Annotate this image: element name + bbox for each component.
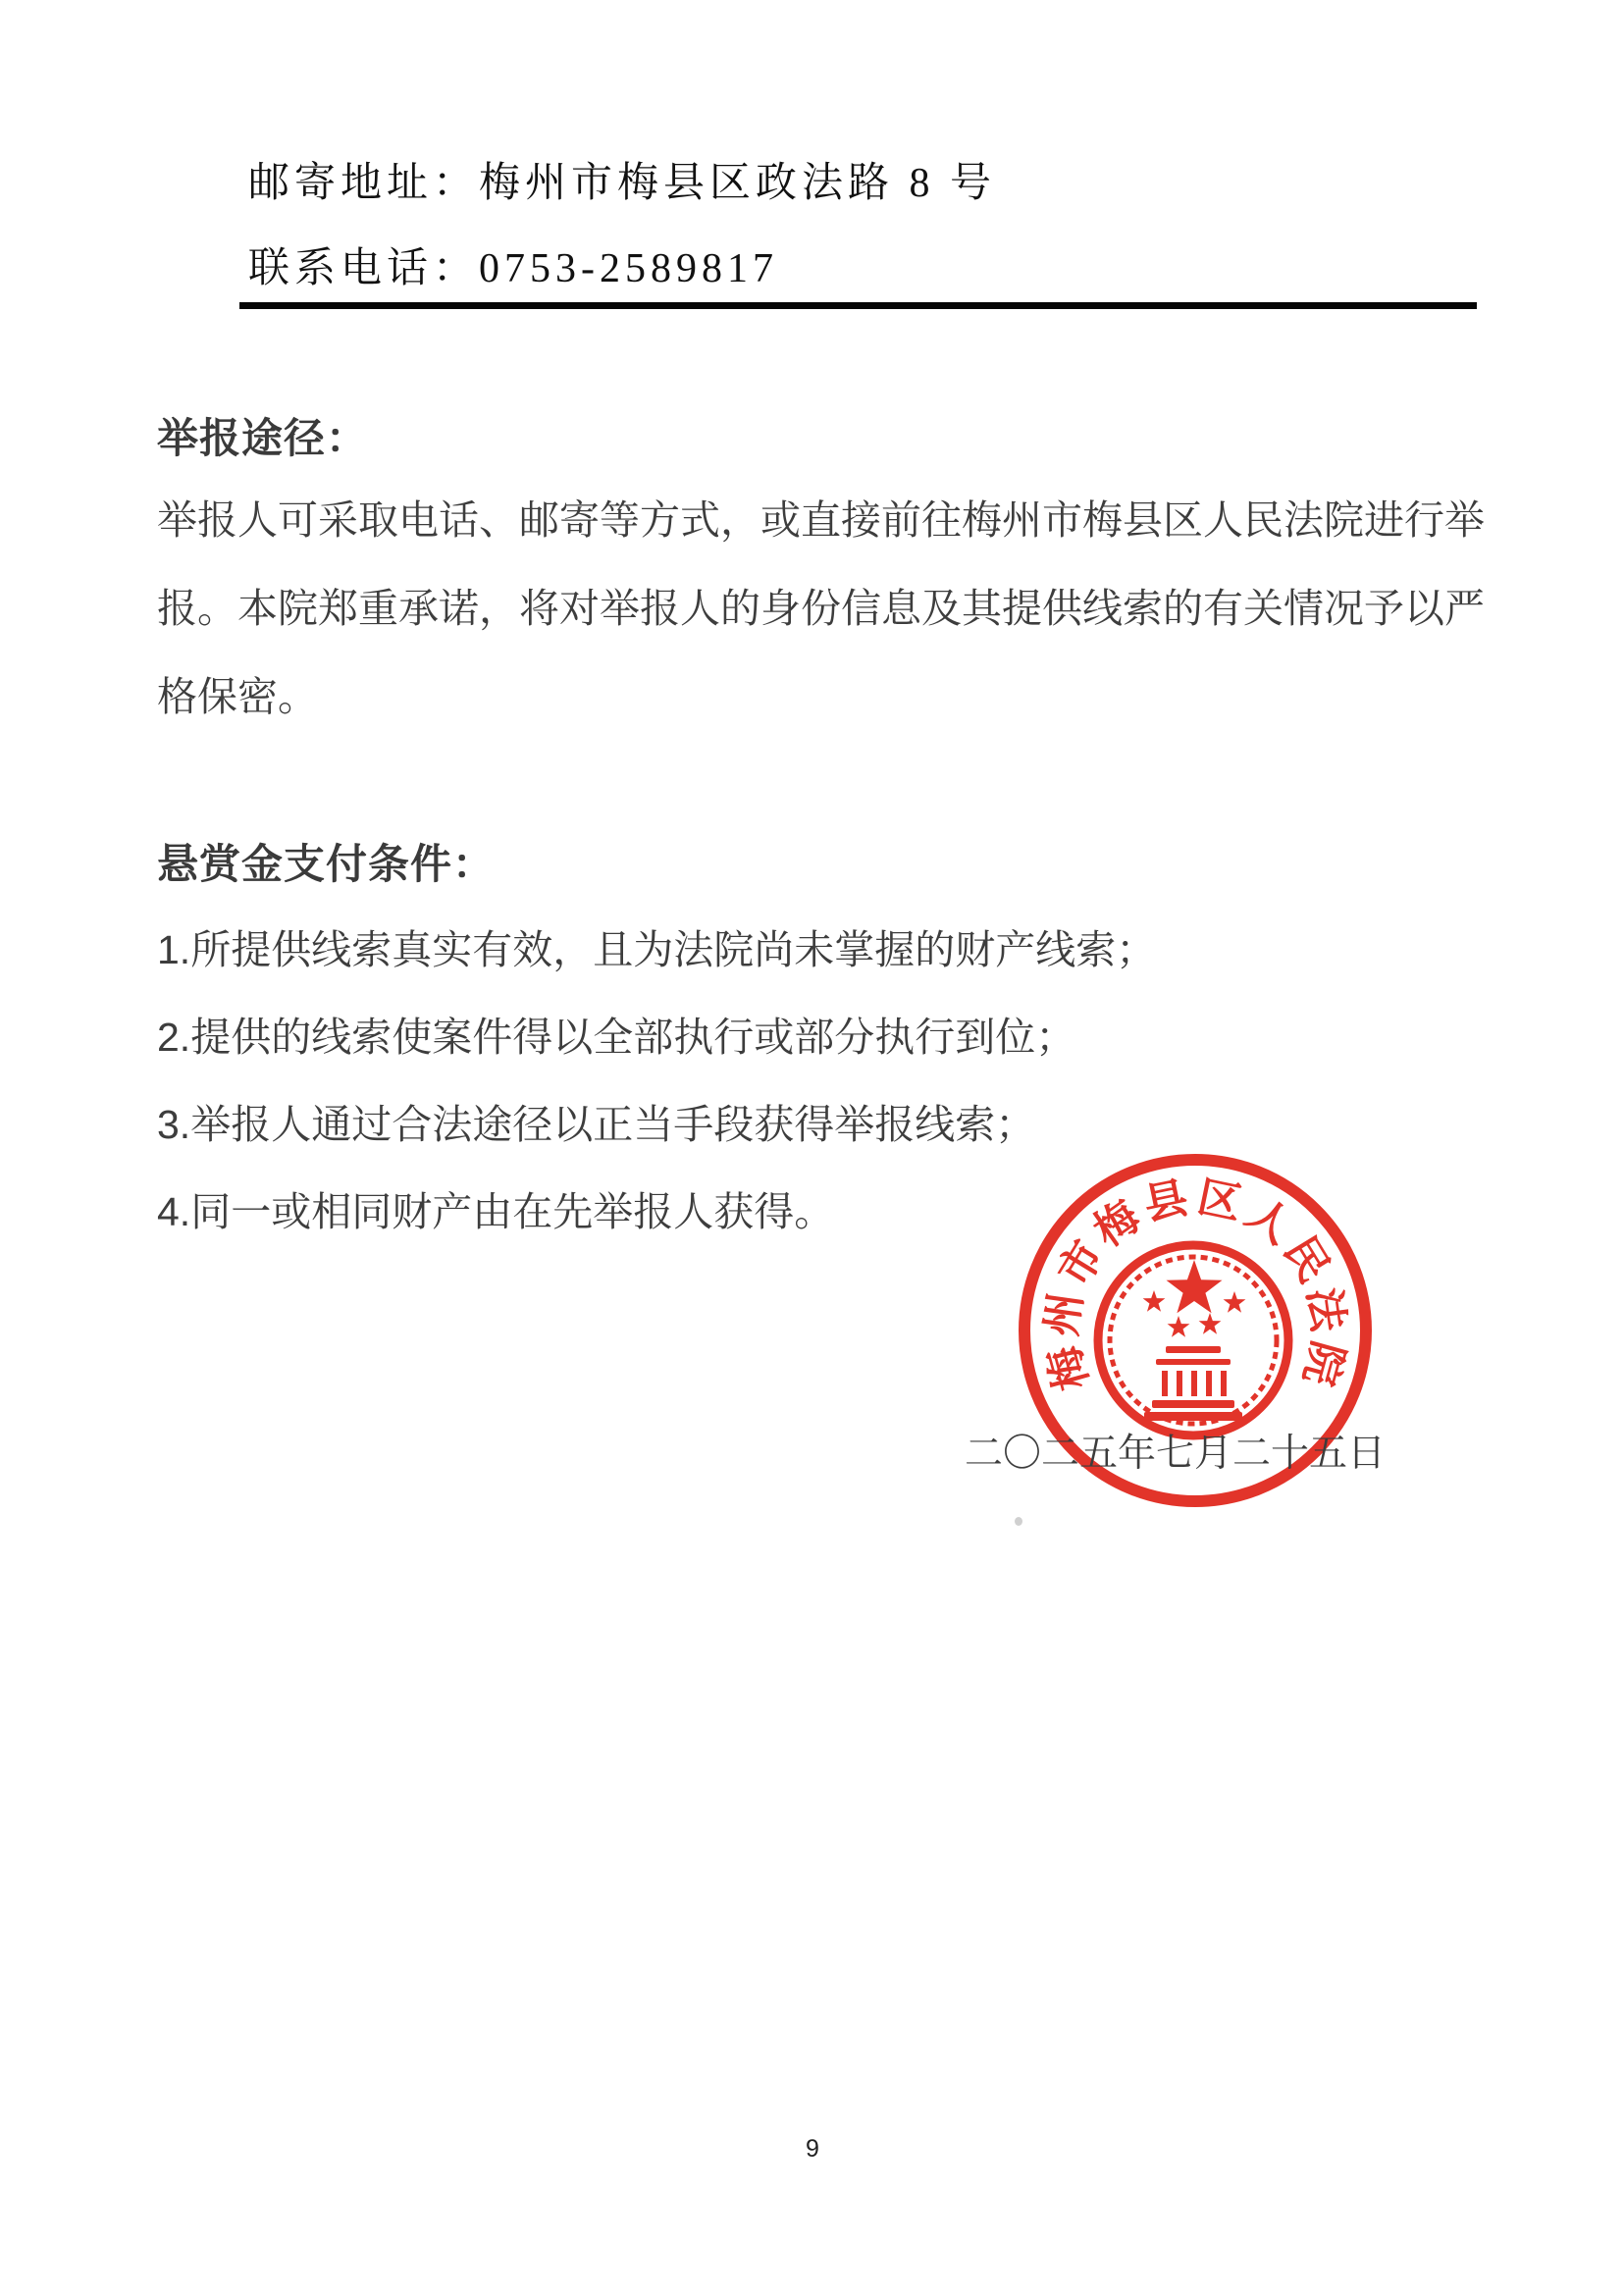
reward-conditions-heading: 悬赏金支付条件：: [157, 841, 496, 887]
condition-item: 2.提供的线索使案件得以全部执行或部分执行到位；: [157, 1015, 1076, 1060]
document-date: 二〇二五年七月二十五日: [965, 1433, 1387, 1475]
contact-phone-line: 联系电话：0753-2589817: [248, 246, 778, 291]
big-star-icon: [1167, 1260, 1223, 1313]
condition-item: 4.同一或相同财产由在先举报人获得。: [157, 1189, 835, 1234]
mailing-address-line: 邮寄地址：梅州市梅县区政法路 8 号: [248, 161, 997, 206]
condition-item: 3.举报人通过合法途径以正当手段获得举报线索；: [157, 1102, 1036, 1147]
paragraph-line: 报。本院郑重承诺，将对举报人的身份信息及其提供线索的有关情况予以严: [157, 586, 1485, 631]
condition-item: 1.所提供线索真实有效，且为法院尚未掌握的财产线索；: [157, 927, 1157, 972]
page-number: 9: [806, 2135, 819, 2163]
seal-court-name-text: 梅州市梅县区人民法院: [1037, 1173, 1353, 1395]
ink-speck: [1015, 1517, 1022, 1526]
national-emblem-icon: [1098, 1245, 1288, 1435]
horizontal-divider: [239, 302, 1477, 309]
report-channels-heading: 举报途径：: [157, 415, 369, 461]
paragraph-line: 举报人可采取电话、邮寄等方式，或直接前往梅州市梅县区人民法院进行举: [157, 497, 1485, 543]
tiananmen-gate-icon: [1144, 1346, 1242, 1421]
paragraph-line: 格保密。: [157, 674, 318, 719]
